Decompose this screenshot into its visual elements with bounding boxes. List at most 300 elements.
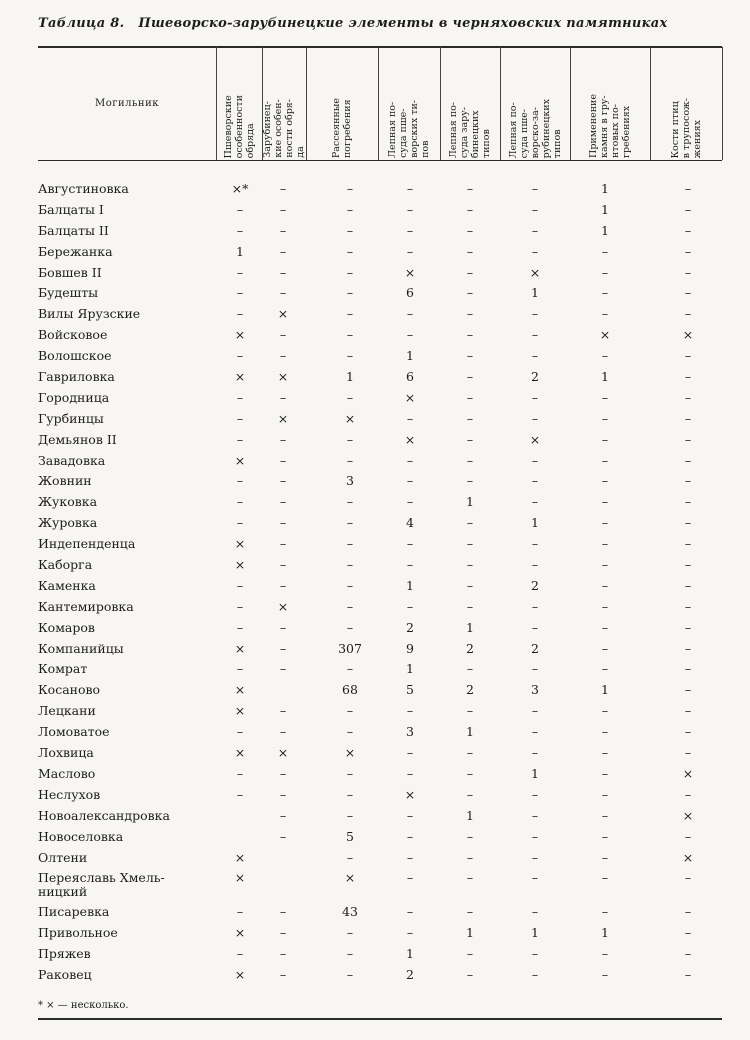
table-cell: – <box>684 306 692 322</box>
table-cell: – <box>279 828 287 844</box>
table-cell: – <box>684 703 692 719</box>
table-cell: – <box>279 661 287 677</box>
table-cell: – <box>406 598 414 614</box>
table-cell: – <box>466 369 474 385</box>
table-cell: 1 <box>531 285 539 301</box>
table-cell: 4 <box>406 515 414 531</box>
table-cell: – <box>531 946 539 962</box>
table-cell: – <box>531 494 539 510</box>
table-cell: × <box>277 745 289 761</box>
table-cell: – <box>531 410 539 426</box>
table-cell: – <box>601 807 609 823</box>
site-name: Бережанка <box>38 243 113 259</box>
table-cell: × <box>599 327 611 343</box>
table-cell: – <box>531 703 539 719</box>
table-cell: – <box>346 661 354 677</box>
table-row <box>38 723 722 744</box>
table-cell: – <box>601 389 609 405</box>
table-cell: × <box>277 369 289 385</box>
site-name: Будешты <box>38 285 99 301</box>
table-cell: – <box>684 598 692 614</box>
table-cell: – <box>466 577 474 593</box>
table-cell: – <box>684 515 692 531</box>
site-name: Жуковка <box>38 494 98 510</box>
site-name: Демьянов II <box>38 431 117 447</box>
table-cell: – <box>531 745 539 761</box>
site-name: Августиновка <box>38 181 129 196</box>
table-cell: – <box>236 473 244 489</box>
column-header <box>651 50 721 158</box>
table-cell: – <box>531 222 539 238</box>
table-cell: – <box>531 389 539 405</box>
column-header-label: Рассеянные погребения <box>331 97 353 158</box>
table-row <box>38 556 722 577</box>
table-cell: – <box>601 661 609 677</box>
table-cell: – <box>406 828 414 844</box>
table-cell: ×* <box>231 181 249 196</box>
table-cell: – <box>346 807 354 823</box>
table-cell: – <box>684 348 692 364</box>
table-cell: 2 <box>531 369 539 385</box>
table-cell: – <box>684 724 692 740</box>
table-cell: 1 <box>601 682 609 698</box>
table-row <box>38 284 722 305</box>
table-cell: – <box>346 925 354 941</box>
table-cell: – <box>406 870 414 886</box>
table-cell: – <box>466 870 474 886</box>
site-name: Комаров <box>38 619 95 635</box>
table-cell: – <box>236 285 244 301</box>
table-cell: 9 <box>406 640 414 656</box>
table-cell: – <box>531 661 539 677</box>
table-cell: – <box>346 967 354 983</box>
table-cell: – <box>531 306 539 322</box>
table-cell: – <box>406 904 414 920</box>
table-cell: × <box>404 786 416 802</box>
table-cell: – <box>466 181 474 196</box>
table-cell: – <box>279 264 287 280</box>
table-cell: – <box>466 515 474 531</box>
table-cell: 3 <box>531 682 539 698</box>
table-cell: × <box>529 264 541 280</box>
table-row <box>38 849 722 870</box>
table-cell: – <box>406 703 414 719</box>
site-name: Городница <box>38 389 110 405</box>
table-cell: – <box>531 619 539 635</box>
table-row <box>38 368 722 389</box>
table-row <box>38 514 722 535</box>
table-cell: – <box>601 765 609 781</box>
table-cell: – <box>684 181 692 196</box>
table-cell: – <box>466 201 474 217</box>
table-cell: – <box>346 389 354 405</box>
table-cell: – <box>406 557 414 573</box>
table-row <box>38 702 722 723</box>
table-cell: – <box>466 745 474 761</box>
table-row <box>38 389 722 410</box>
column-header <box>263 50 305 158</box>
table-row <box>38 744 722 765</box>
table-cell: – <box>601 640 609 656</box>
table-cell: – <box>684 222 692 238</box>
site-name: Привольное <box>38 925 118 941</box>
table-row <box>38 903 722 924</box>
table-cell: 1 <box>406 946 414 962</box>
column-header-label: Кости птиц в трупосож- жениях <box>669 97 703 158</box>
table-cell: × <box>234 870 246 886</box>
table-cell: – <box>236 515 244 531</box>
table-cell: – <box>346 703 354 719</box>
table-cell: – <box>601 619 609 635</box>
table-cell: 1 <box>531 925 539 941</box>
table-cell: – <box>601 515 609 531</box>
table-row <box>38 828 722 849</box>
table-cell: – <box>531 452 539 468</box>
site-name: Индепенденца <box>38 536 136 552</box>
table-caption <box>38 16 728 31</box>
table-cell: × <box>234 682 246 698</box>
table-cell: – <box>466 264 474 280</box>
site-name: Косаново <box>38 682 101 698</box>
table-cell: – <box>279 536 287 552</box>
table-cell: – <box>279 925 287 941</box>
table-row <box>38 765 722 786</box>
table-cell: × <box>234 703 246 719</box>
table-cell: – <box>466 661 474 677</box>
table-cell: 1 <box>466 925 474 941</box>
table-cell: – <box>406 765 414 781</box>
table-cell: – <box>279 515 287 531</box>
table-cell: 1 <box>601 925 609 941</box>
table-cell: × <box>234 745 246 761</box>
table-cell: – <box>236 389 244 405</box>
table-cell: – <box>684 243 692 259</box>
table-cell: – <box>684 870 692 886</box>
table-cell: – <box>466 904 474 920</box>
site-name: Балцаты II <box>38 222 109 238</box>
table-cell: – <box>531 557 539 573</box>
table-cell: – <box>601 870 609 886</box>
table-cell: – <box>531 828 539 844</box>
table-cell: – <box>279 243 287 259</box>
table-cell: 2 <box>531 577 539 593</box>
table-cell: – <box>466 306 474 322</box>
table-cell: – <box>346 786 354 802</box>
table-cell: – <box>236 724 244 740</box>
table-cell: × <box>234 925 246 941</box>
table-cell: – <box>601 452 609 468</box>
table-row <box>38 493 722 514</box>
table-cell: – <box>406 306 414 322</box>
table-cell: × <box>277 410 289 426</box>
table-cell: – <box>466 222 474 238</box>
site-name: Писаревка <box>38 904 110 920</box>
table-row <box>38 243 722 264</box>
table-cell: 307 <box>338 640 362 656</box>
table-cell: – <box>279 619 287 635</box>
table-cell: 1 <box>346 369 354 385</box>
table-cell: 1 <box>601 222 609 238</box>
table-cell: – <box>279 946 287 962</box>
column-header <box>307 50 377 158</box>
table-row <box>38 619 722 640</box>
table-cell: – <box>236 786 244 802</box>
table-cell: – <box>466 849 474 865</box>
table-cell: 2 <box>466 682 474 698</box>
header-divider <box>722 47 723 160</box>
table-cell: – <box>531 967 539 983</box>
table-row <box>38 472 722 493</box>
table-cell: – <box>601 598 609 614</box>
table-cell: 1 <box>406 577 414 593</box>
table-cell: – <box>466 243 474 259</box>
table-cell: – <box>406 745 414 761</box>
table-cell: – <box>279 181 287 196</box>
table-cell: 1 <box>466 494 474 510</box>
table-row <box>38 410 722 431</box>
table-cell: – <box>684 536 692 552</box>
table-cell: 1 <box>466 807 474 823</box>
table-cell: – <box>279 327 287 343</box>
table-cell: – <box>466 765 474 781</box>
table-cell: – <box>406 243 414 259</box>
site-name: Каборга <box>38 557 93 573</box>
column-header <box>217 50 261 158</box>
table-cell: – <box>346 494 354 510</box>
table-cell: – <box>346 243 354 259</box>
table-cell: – <box>466 828 474 844</box>
table-cell: – <box>406 222 414 238</box>
column-header-label: Применение камня в гру- нтовых по- гребениях <box>588 94 632 158</box>
table-cell: – <box>466 536 474 552</box>
table-cell: – <box>279 431 287 447</box>
table-cell: – <box>531 849 539 865</box>
column-header <box>571 50 649 158</box>
table-cell: 6 <box>406 369 414 385</box>
table-cell: – <box>601 243 609 259</box>
table-cell: – <box>406 327 414 343</box>
column-header-site: Могильник <box>94 98 160 109</box>
table-cell: 1 <box>601 181 609 196</box>
table-cell: – <box>346 724 354 740</box>
table-row <box>38 264 722 285</box>
table-cell: – <box>236 904 244 920</box>
site-name: Новоселовка <box>38 828 124 844</box>
table-cell: × <box>344 410 356 426</box>
table-cell: – <box>466 431 474 447</box>
table-cell: – <box>406 536 414 552</box>
table-cell: 3 <box>346 473 354 489</box>
table-cell: – <box>236 222 244 238</box>
table-cell: – <box>236 598 244 614</box>
table-cell: 2 <box>466 640 474 656</box>
table-cell: – <box>279 285 287 301</box>
table-cell: – <box>346 452 354 468</box>
table-cell: × <box>682 327 694 343</box>
table-cell: 5 <box>346 828 354 844</box>
table-cell: 6 <box>406 285 414 301</box>
table-cell: – <box>236 946 244 962</box>
table-cell: – <box>531 904 539 920</box>
table-cell: – <box>406 473 414 489</box>
table-cell: – <box>684 285 692 301</box>
table-cell: – <box>346 577 354 593</box>
table-cell: – <box>279 473 287 489</box>
table-cell: × <box>234 536 246 552</box>
table-cell: × <box>682 765 694 781</box>
table-row <box>38 786 722 807</box>
column-header <box>501 50 569 158</box>
table-cell: × <box>344 870 356 886</box>
table-cell: – <box>466 786 474 802</box>
table-cell: – <box>236 619 244 635</box>
table-cell: × <box>234 557 246 573</box>
table-cell: – <box>346 557 354 573</box>
table-row <box>38 577 722 598</box>
table-cell: – <box>346 264 354 280</box>
table-cell: 2 <box>531 640 539 656</box>
table-cell: 2 <box>406 619 414 635</box>
table-cell: – <box>531 181 539 196</box>
table-cell: – <box>684 640 692 656</box>
table-cell: – <box>601 745 609 761</box>
table-cell: × <box>277 306 289 322</box>
table-cell: – <box>346 598 354 614</box>
table-row <box>38 431 722 452</box>
table-cell: – <box>406 925 414 941</box>
table-cell: – <box>346 515 354 531</box>
column-header <box>441 50 499 158</box>
table-cell: – <box>279 389 287 405</box>
site-name: Ломоватое <box>38 724 110 740</box>
table-cell: × <box>344 745 356 761</box>
table-cell: – <box>279 640 287 656</box>
table-row <box>38 201 722 222</box>
column-header-label: Лепная по- суда пше- ворских ти- пов <box>387 100 431 158</box>
table-cell: – <box>406 807 414 823</box>
table-cell: – <box>601 703 609 719</box>
table-cell: – <box>279 452 287 468</box>
table-cell: – <box>236 661 244 677</box>
table-cell: – <box>279 904 287 920</box>
table-body <box>38 180 722 987</box>
table-cell: – <box>684 786 692 802</box>
table-cell: 1 <box>466 619 474 635</box>
table-cell: – <box>346 285 354 301</box>
table-cell: – <box>684 967 692 983</box>
table-cell: × <box>234 967 246 983</box>
table-cell: × <box>529 431 541 447</box>
table-cell: – <box>684 473 692 489</box>
site-name: Лохвица <box>38 745 94 761</box>
table-cell: × <box>234 640 246 656</box>
table-cell: – <box>466 327 474 343</box>
table-cell: – <box>531 327 539 343</box>
table-cell: – <box>601 264 609 280</box>
table-cell: × <box>682 849 694 865</box>
table-cell: 1 <box>601 369 609 385</box>
table-cell: – <box>684 828 692 844</box>
table-row <box>38 326 722 347</box>
site-name: Кантемировка <box>38 598 134 614</box>
table-cell: – <box>466 389 474 405</box>
table-cell: – <box>346 181 354 196</box>
site-name: Олтени <box>38 849 88 865</box>
table-cell: – <box>466 946 474 962</box>
table-row <box>38 452 722 473</box>
table-cell: × <box>277 598 289 614</box>
column-header-label: Пшеворские особенности обряда <box>222 94 256 158</box>
table-cell: – <box>346 536 354 552</box>
table-cell: 1 <box>601 201 609 217</box>
table-cell: – <box>346 327 354 343</box>
table-cell: 5 <box>406 682 414 698</box>
table-cell: – <box>466 452 474 468</box>
table-cell: – <box>601 410 609 426</box>
table-cell: – <box>346 201 354 217</box>
table-row <box>38 305 722 326</box>
table-cell: – <box>601 536 609 552</box>
table-cell: – <box>279 807 287 823</box>
table-cell: – <box>466 348 474 364</box>
table-cell: – <box>346 765 354 781</box>
table-cell: – <box>346 348 354 364</box>
table-cell: – <box>531 786 539 802</box>
table-cell: – <box>684 494 692 510</box>
table-row <box>38 681 722 702</box>
table-cell: – <box>279 201 287 217</box>
table-cell: – <box>601 285 609 301</box>
table-title: Пшеворско-зарубинецкие элементы в черняховских памятниках <box>138 16 668 31</box>
table-cell: × <box>234 849 246 865</box>
table-cell: – <box>346 306 354 322</box>
table-cell: – <box>531 348 539 364</box>
table-cell: – <box>684 946 692 962</box>
table-cell: 1 <box>406 661 414 677</box>
table-cell: – <box>279 222 287 238</box>
table-cell: – <box>466 598 474 614</box>
table-cell: – <box>601 946 609 962</box>
table-cell: – <box>531 724 539 740</box>
table-cell: 2 <box>406 967 414 983</box>
table-cell: – <box>684 264 692 280</box>
column-header-label: Лепная по- суда зару- бинецких типов <box>448 101 492 158</box>
table-cell: × <box>682 807 694 823</box>
table-cell: – <box>279 577 287 593</box>
table-cell: – <box>684 904 692 920</box>
header-rule <box>38 160 722 161</box>
table-cell: – <box>406 410 414 426</box>
site-name: Вилы Ярузские <box>38 306 141 322</box>
site-name: Балцаты I <box>38 201 104 217</box>
table-cell: – <box>236 306 244 322</box>
table-cell: 1 <box>466 724 474 740</box>
table-cell: – <box>279 494 287 510</box>
table-cell: – <box>684 452 692 468</box>
table-cell: – <box>684 745 692 761</box>
table-cell: – <box>684 619 692 635</box>
table-cell: × <box>404 389 416 405</box>
table-cell: – <box>279 967 287 983</box>
site-name: Войсковое <box>38 327 108 343</box>
table-cell: – <box>406 452 414 468</box>
table-cell: – <box>684 369 692 385</box>
table-row <box>38 598 722 619</box>
site-name: Гурбинцы <box>38 410 104 426</box>
table-cell: – <box>406 181 414 196</box>
table-cell: × <box>404 264 416 280</box>
table-cell: 1 <box>531 515 539 531</box>
